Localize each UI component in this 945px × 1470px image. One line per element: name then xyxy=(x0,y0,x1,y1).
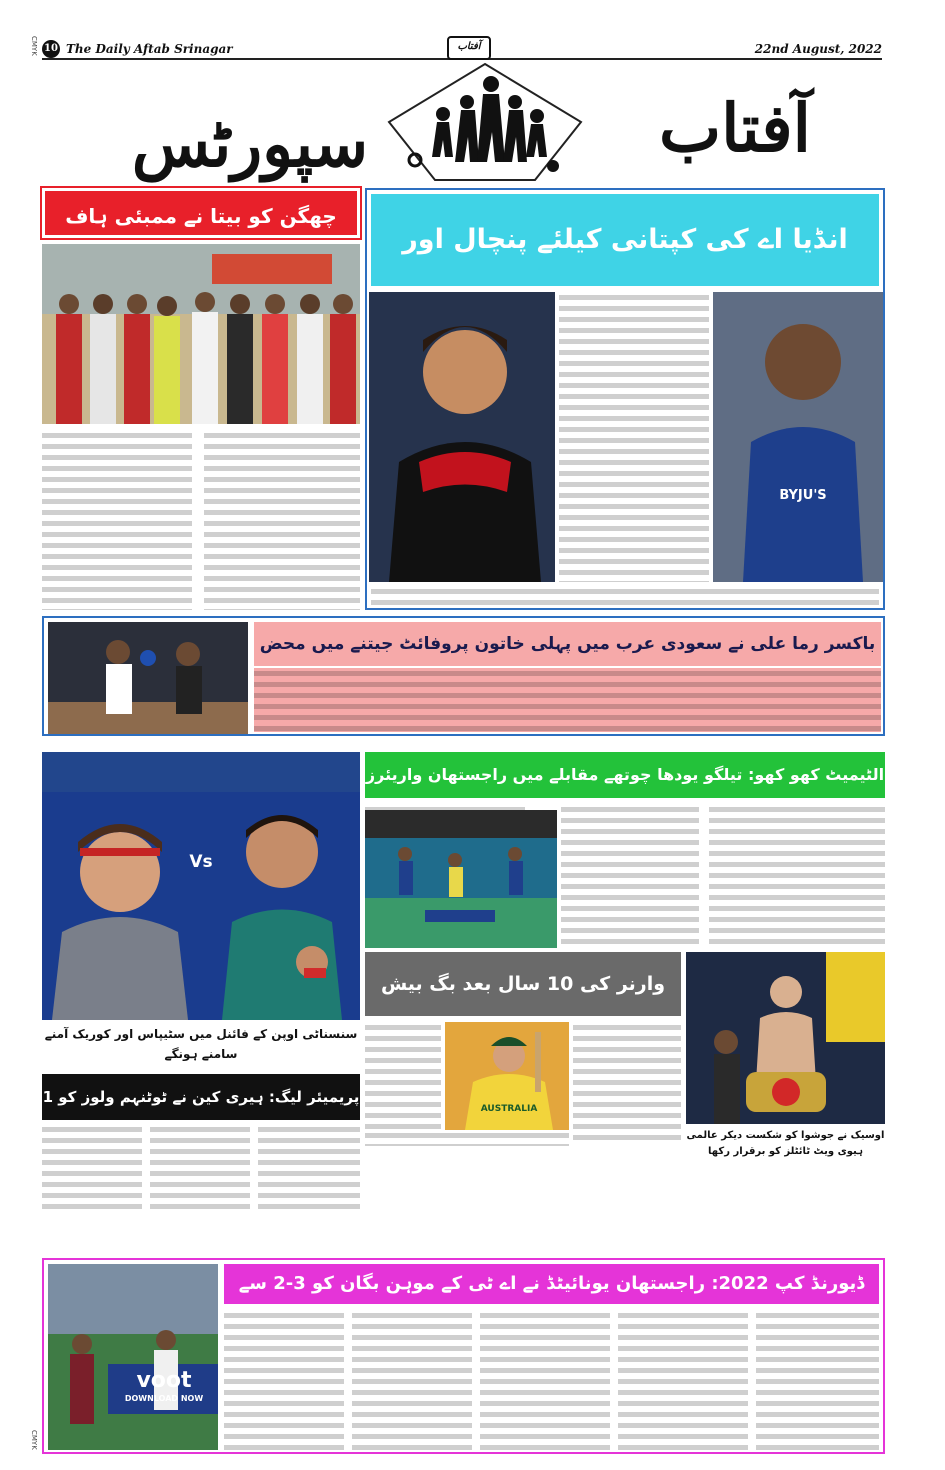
photo-marathon-podium xyxy=(42,244,360,424)
body-text-mumbai-col2 xyxy=(42,430,192,610)
caption-india-a xyxy=(371,586,879,608)
page-number: 10 xyxy=(42,40,60,58)
photo-kabaddi xyxy=(365,810,557,948)
jersey-text-australia: AUSTRALIA xyxy=(480,1104,538,1114)
story-boxer xyxy=(42,616,885,736)
body-text-durand-col2 xyxy=(756,1310,879,1450)
body-text-durand-col3 xyxy=(618,1310,748,1450)
photo-boxer xyxy=(48,622,248,734)
sports-emblem-icon xyxy=(385,62,585,182)
paper-name: The Daily Aftab Srinagar xyxy=(66,42,233,56)
photo-vihari xyxy=(713,292,883,582)
story-kho-kho xyxy=(365,752,885,948)
masthead-sports: سپورٹس xyxy=(131,107,369,182)
body-text-boxer xyxy=(254,668,881,732)
story-durand-cup xyxy=(42,1258,885,1454)
headline-premier-league: پریمیئر لیگ: ہیری کین نے ٹوٹنہم ولوز کو 1 xyxy=(42,1074,360,1120)
photo-durand-cup xyxy=(48,1264,218,1450)
photo-usyk-belts xyxy=(686,952,885,1124)
banner-download-text: DOWNLOAD NOW xyxy=(124,1394,204,1403)
body-text-premier-col3 xyxy=(42,1124,142,1214)
body-text-premier-col2 xyxy=(150,1124,250,1214)
body-text-kho-kho-col2 xyxy=(561,804,699,948)
body-text-mumbai-col1 xyxy=(204,430,360,610)
story-premier-league xyxy=(42,1074,360,1166)
versus-label: Vs xyxy=(189,852,213,872)
headline-warner: وارنر کی 10 سال بعد بگ بیش xyxy=(365,952,681,1016)
body-text-kho-kho-col1 xyxy=(709,804,885,948)
body-text-durand-col6 xyxy=(224,1310,344,1450)
crop-mark-top: CMYK xyxy=(30,36,38,56)
photo-warner xyxy=(445,1022,569,1130)
story-mumbai-marathon xyxy=(42,188,360,610)
photo-tennis-players xyxy=(42,752,360,1020)
body-text-durand-col5 xyxy=(352,1310,472,1450)
story-tennis xyxy=(42,752,360,1061)
story-warner xyxy=(365,952,681,1146)
headline-mumbai-marathon: چھگن کو بیتا نے ممبئی ہاف xyxy=(42,188,360,238)
banner-voot-text: voot xyxy=(136,1368,192,1393)
small-logo: آفتاب xyxy=(447,36,491,60)
body-text-warner-col1 xyxy=(573,1022,681,1146)
body-text-warner-bottom xyxy=(365,1130,569,1146)
headline-durand-cup: ڈیورنڈ کپ 2022: راجستھان یونائیٹڈ نے اے ٹی کے موہن بگان کو 3-2 سے xyxy=(224,1264,879,1304)
issue-date: 22nd August, 2022 xyxy=(754,42,882,56)
headline-boxer: باکسر رما علی نے سعودی عرب میں پہلی خاتون پروفائٹ جیتنے میں محض xyxy=(254,622,881,666)
crop-mark-bottom: CMYK xyxy=(30,1430,38,1450)
jersey-sponsor-text: BYJU'S xyxy=(779,488,827,503)
masthead-aftab: آفتاب xyxy=(658,89,812,167)
headline-kho-kho: الٹیمیٹ کھو کھو: تیلگو یودھا چوتھے مقابلے میں راجستھان واریئرز کے xyxy=(365,752,885,798)
caption-tennis: سنسناٹی اوپن کے فائنل میں سٹیپاس اور کوریک آمنے سامنے ہونگے xyxy=(44,1027,358,1061)
story-india-a xyxy=(365,188,885,610)
story-usyk xyxy=(686,952,885,1157)
caption-usyk: اوسیک نے جوشوا کو شکست دیکر عالمی ہیوی ویٹ ٹائٹلز کو برقرار رکھا xyxy=(686,1130,885,1157)
body-text-warner-col2 xyxy=(365,1022,441,1146)
body-text-durand-col4 xyxy=(480,1310,610,1450)
photo-panchal xyxy=(369,292,555,582)
body-text-india-a xyxy=(559,292,709,582)
page-header-bar xyxy=(42,40,882,60)
headline-india-a: انڈیا اے کی کپتانی کیلئے پنچال اور xyxy=(371,194,879,286)
body-text-premier-col1 xyxy=(258,1124,360,1214)
